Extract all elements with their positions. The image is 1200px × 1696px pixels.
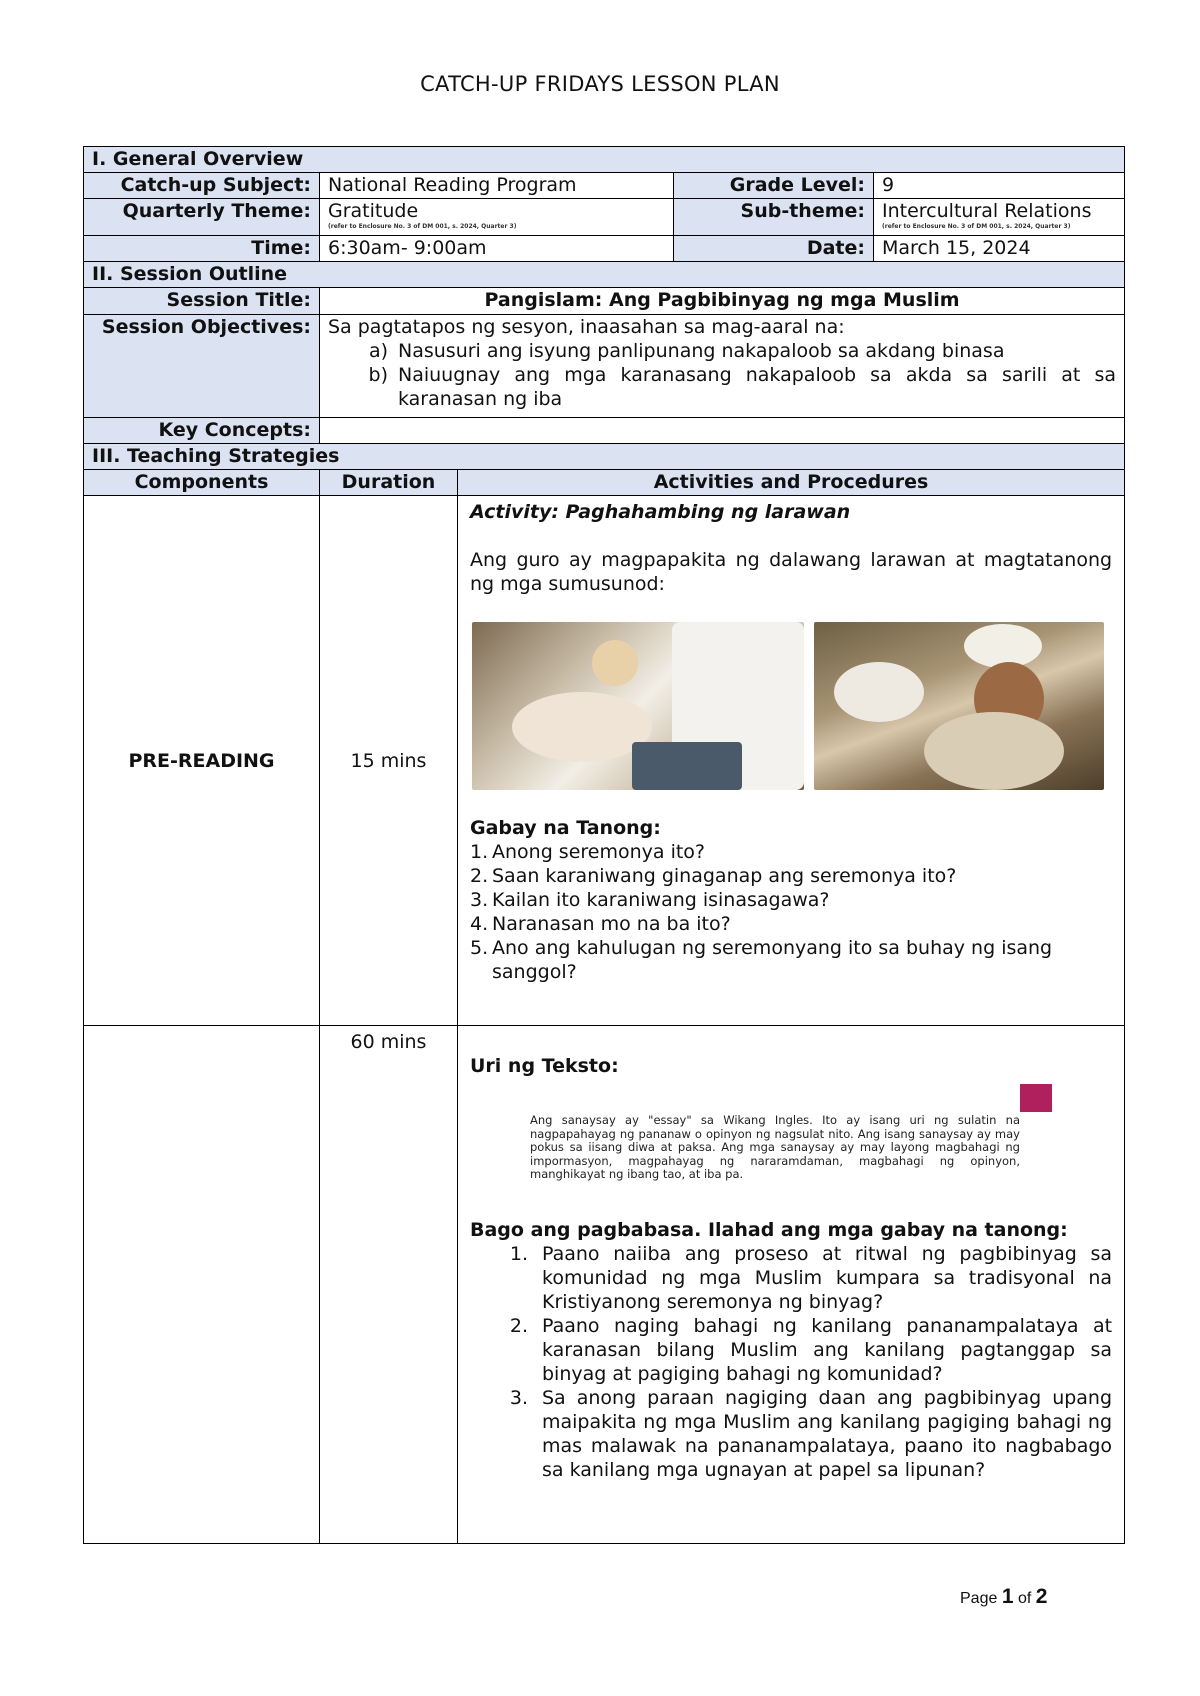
key-concepts-row <box>84 418 1125 444</box>
pre-reading-duration: 15 mins <box>320 496 458 1026</box>
activity-instruction: Ang guro ay magpapakita ng dalawang larawan at magtatanong ng mga sumusunod: <box>470 549 1113 595</box>
question-number: 1. <box>509 1243 528 1265</box>
guide-question <box>470 936 1112 984</box>
guide-question <box>470 864 1112 888</box>
subtheme-cell <box>874 199 1125 236</box>
objective-text: Nasusuri ang isyung panlipunang nakapaloob sa akdang binasa <box>398 340 1005 362</box>
theme-row <box>84 199 1125 236</box>
during-reading-duration: 60 mins <box>320 1026 458 1544</box>
question-text: Paano naiiba ang proseso at ritwal ng pagbibinyag sa komunidad ng mga Muslim kumpara sa tradisyonal na Kristiyanong seremonya ng binyag? <box>542 1243 1113 1313</box>
column-header-components: Components <box>84 470 320 496</box>
objective-marker: b) <box>368 364 388 386</box>
subtheme-label: Sub-theme: <box>674 199 874 236</box>
guide-questions-list <box>470 840 1112 984</box>
comparison-photos <box>472 622 1104 790</box>
objectives-row <box>84 315 1125 418</box>
objective-marker: a) <box>368 340 388 362</box>
text-excerpt: Ang sanaysay ay "essay" sa Wikang Ingles. Ito ay isang uri ng sulatin na nagpapahayag ng pananaw o opinyon ng nagsulat nito. Ang isang sanaysay ay may pokus sa iisang diwa at paksa. Ang mga sanaysay ay may layong magbahagi ng impormasyon, magpahayag ng nararamdaman, magbahagi ng opinyon, manghikayat ng ibang tao, at iba pa. <box>530 1113 1020 1181</box>
theme-value: Gratitude <box>328 200 419 222</box>
question-text: Naranasan mo na ba ito? <box>492 913 731 935</box>
subject-value: National Reading Program <box>320 173 674 199</box>
baptism-photo <box>472 622 804 790</box>
before-reading-question <box>470 1314 1112 1386</box>
strategies-header-row <box>84 470 1125 496</box>
time-value: 6:30am- 9:00am <box>320 236 674 262</box>
question-text: Ano ang kahulugan ng seremonyang ito sa buhay ng isang sanggol? <box>492 937 1053 983</box>
theme-cell <box>320 199 674 236</box>
question-number: 2. <box>509 1315 528 1337</box>
question-number: 2. <box>470 865 489 887</box>
date-value: March 15, 2024 <box>874 236 1125 262</box>
before-reading-question <box>470 1386 1112 1482</box>
page-number: 1 <box>1001 1585 1014 1608</box>
page-total: 2 <box>1035 1585 1048 1608</box>
page-footer <box>960 1585 1047 1609</box>
subject-row <box>84 173 1125 199</box>
subtheme-value: Intercultural Relations <box>882 200 1092 222</box>
section-heading: II. Session Outline <box>84 262 1125 288</box>
text-type-title: Uri ng Teksto: <box>470 1055 619 1077</box>
session-title-row <box>84 288 1125 315</box>
question-number: 4. <box>470 913 489 935</box>
theme-label: Quarterly Theme: <box>84 199 320 236</box>
theme-reference: (refer to Enclosure No. 3 of DM 001, s. 2024, Quarter 3) <box>328 223 517 230</box>
activity-title: Activity: Paghahambing ng larawan <box>470 501 851 523</box>
question-text: Sa anong paraan nagiging daan ang pagbibinyag upang maipakita ng mga Muslim ang kanilang pagiging bahagi ng mas malawak na pananampalataya, paano ito nagbabago sa kanilang mga ugnayan at papel sa lipunan? <box>542 1387 1113 1481</box>
section-row-strategies <box>84 444 1125 470</box>
before-reading-question <box>470 1242 1112 1314</box>
question-number: 3. <box>509 1387 528 1409</box>
during-reading-row <box>84 1026 1125 1544</box>
question-text: Paano naging bahagi ng kanilang pananampalataya at karanasan bilang Muslim ang kanilang pagtanggap sa binyag at pagiging bahagi ng komunidad? <box>542 1315 1113 1385</box>
during-reading-component <box>84 1026 320 1544</box>
question-text: Anong seremonya ito? <box>492 841 706 863</box>
section-heading: III. Teaching Strategies <box>84 444 1125 470</box>
objective-item <box>328 363 1116 411</box>
guide-question <box>470 912 1112 936</box>
session-title: Pangislam: Ang Pagbibinyag ng mga Muslim <box>320 288 1125 315</box>
grade-value: 9 <box>874 173 1125 199</box>
pre-reading-row <box>84 496 1125 1026</box>
objective-item <box>328 339 1116 363</box>
key-concepts-value <box>320 418 1125 444</box>
text-excerpt-image <box>510 1078 1070 1198</box>
question-number: 1. <box>470 841 489 863</box>
subtheme-reference: (refer to Enclosure No. 3 of DM 001, s. 2024, Quarter 3) <box>882 223 1071 230</box>
section-row-outline <box>84 262 1125 288</box>
session-title-label: Session Title: <box>84 288 320 315</box>
magenta-square-icon <box>1020 1084 1052 1112</box>
guide-questions-title: Gabay na Tanong: <box>470 817 661 839</box>
section-row-general <box>84 147 1125 173</box>
date-label: Date: <box>674 236 874 262</box>
document-title: CATCH-UP FRIDAYS LESSON PLAN <box>420 72 780 96</box>
column-header-activities: Activities and Procedures <box>458 470 1125 496</box>
before-reading-title: Bago ang pagbabasa. Ilahad ang mga gabay na tanong: <box>470 1219 1068 1241</box>
key-concepts-label: Key Concepts: <box>84 418 320 444</box>
muslim-naming-photo <box>814 622 1104 790</box>
objectives-list <box>328 339 1116 411</box>
guide-question <box>470 888 1112 912</box>
during-reading-activities <box>458 1026 1125 1544</box>
time-label: Time: <box>84 236 320 262</box>
objectives-intro: Sa pagtatapos ng sesyon, inaasahan sa mag-aaral na: <box>328 316 845 338</box>
question-number: 3. <box>470 889 489 911</box>
page-word: Page <box>960 1590 998 1607</box>
time-row <box>84 236 1125 262</box>
pre-reading-component: PRE-READING <box>84 496 320 1026</box>
objective-text: Naiuugnay ang mga karanasang nakapaloob sa akda sa sarili at sa karanasan ng iba <box>398 364 1117 410</box>
grade-label: Grade Level: <box>674 173 874 199</box>
lesson-plan-table <box>83 146 1125 1544</box>
question-text: Saan karaniwang ginaganap ang seremonya ito? <box>492 865 957 887</box>
pre-reading-activities <box>458 496 1125 1026</box>
column-header-duration: Duration <box>320 470 458 496</box>
of-word: of <box>1017 1590 1032 1607</box>
subject-label: Catch-up Subject: <box>84 173 320 199</box>
objectives-label: Session Objectives: <box>84 315 320 418</box>
guide-question <box>470 840 1112 864</box>
before-reading-questions <box>470 1242 1112 1482</box>
section-heading: I. General Overview <box>84 147 1125 173</box>
objectives-cell <box>320 315 1125 418</box>
question-number: 5. <box>470 937 489 959</box>
question-text: Kailan ito karaniwang isinasagawa? <box>492 889 830 911</box>
